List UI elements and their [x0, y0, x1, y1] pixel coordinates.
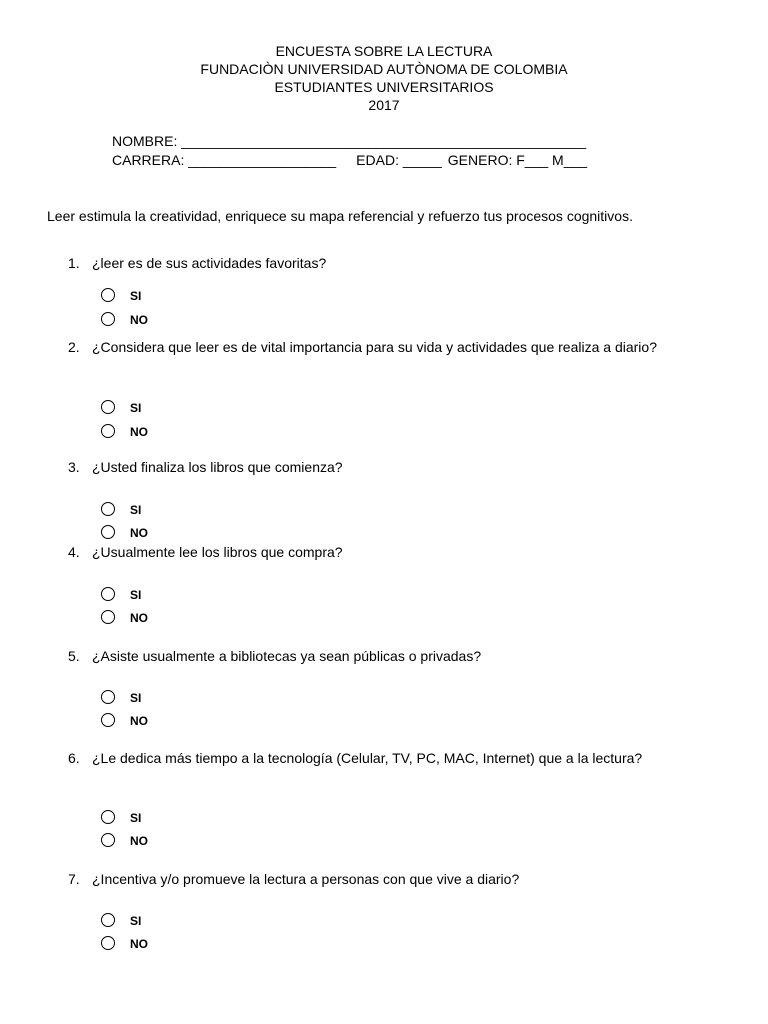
question-number: 3.: [68, 459, 80, 475]
question-1: [68, 254, 728, 273]
option-label: NO: [130, 714, 148, 728]
nombre-field[interactable]: NOMBRE: ____________________________________________________: [112, 133, 587, 149]
question-text: ¿Usualmente lee los libros que compra?: [92, 544, 343, 560]
question-text: ¿Incentiva y/o promueve la lectura a personas con que vive a diario?: [92, 871, 520, 887]
question-6: [68, 749, 728, 768]
question-number: 2.: [68, 339, 80, 355]
radio-si[interactable]: [101, 913, 115, 927]
radio-si[interactable]: [101, 502, 115, 516]
radio-no[interactable]: [101, 424, 115, 438]
option-label: NO: [130, 425, 148, 439]
question-4: [68, 543, 728, 562]
question-2: [68, 338, 728, 357]
header-year: 2017: [368, 97, 400, 113]
option-label: SI: [130, 289, 142, 303]
option-label: SI: [130, 503, 142, 517]
header-institution: FUNDACIÒN UNIVERSIDAD AUTÒNOMA DE COLOMBIA: [200, 61, 568, 77]
carrera-field[interactable]: CARRERA: ___________________: [112, 152, 337, 168]
header-title: ENCUESTA SOBRE LA LECTURA: [275, 43, 493, 59]
option-label: NO: [130, 834, 148, 848]
question-number: 1.: [68, 255, 80, 271]
question-5: [68, 647, 728, 666]
option-label: SI: [130, 588, 142, 602]
option-label: SI: [130, 401, 142, 415]
radio-no[interactable]: [101, 610, 115, 624]
question-text: ¿Asiste usualmente a bibliotecas ya sean públicas o privadas?: [92, 648, 482, 664]
question-text: ¿leer es de sus actividades favoritas?: [92, 255, 327, 271]
option-label: NO: [130, 526, 148, 540]
document-header: [0, 42, 768, 114]
question-7: [68, 870, 728, 889]
radio-no[interactable]: [101, 713, 115, 727]
option-label: SI: [130, 914, 142, 928]
question-text: ¿Le dedica más tiempo a la tecnología (Celular, TV, PC, MAC, Internet) que a la lectura?: [92, 750, 643, 766]
question-text: ¿Considera que leer es de vital importancia para su vida y actividades que realiza a diario?: [92, 339, 657, 355]
header-audience: ESTUDIANTES UNIVERSITARIOS: [274, 79, 494, 95]
genero-field[interactable]: GENERO: F___ M___: [447, 152, 588, 168]
radio-si[interactable]: [101, 690, 115, 704]
option-label: SI: [130, 691, 142, 705]
radio-no[interactable]: [101, 312, 115, 326]
radio-no[interactable]: [101, 936, 115, 950]
radio-si[interactable]: [101, 810, 115, 824]
radio-no[interactable]: [101, 525, 115, 539]
radio-no[interactable]: [101, 833, 115, 847]
personal-info-row: [112, 152, 587, 168]
radio-si[interactable]: [101, 587, 115, 601]
radio-si[interactable]: [101, 288, 115, 302]
question-number: 5.: [68, 648, 80, 664]
question-number: 6.: [68, 750, 80, 766]
radio-si[interactable]: [101, 400, 115, 414]
edad-field[interactable]: EDAD: _____: [356, 152, 442, 168]
option-label: SI: [130, 811, 142, 825]
question-text: ¿Usted finaliza los libros que comienza?: [92, 459, 343, 475]
question-number: 7.: [68, 871, 80, 887]
option-label: NO: [130, 611, 148, 625]
option-label: NO: [130, 937, 148, 951]
option-label: NO: [130, 313, 148, 327]
question-3: [68, 458, 728, 477]
intro-paragraph: Leer estimula la creatividad, enriquece su mapa referencial y refuerzo tus procesos cognitivos.: [47, 208, 633, 224]
question-number: 4.: [68, 544, 80, 560]
